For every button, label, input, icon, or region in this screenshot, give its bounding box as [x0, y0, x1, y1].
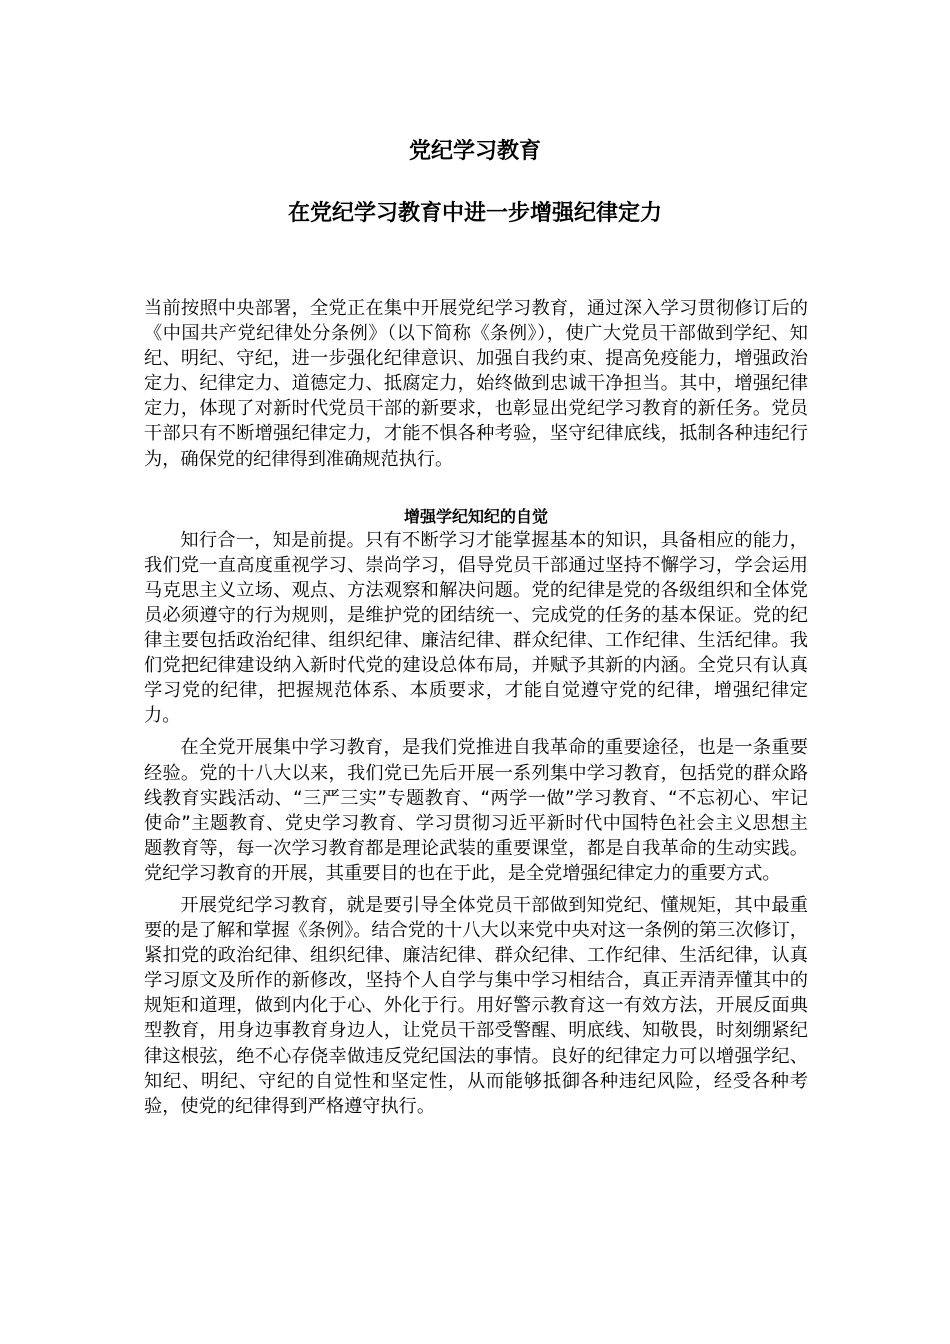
document-subtitle: 在党纪学习教育中进一步增强纪律定力 [287, 201, 662, 226]
document-body [144, 296, 808, 1119]
body-paragraph: 在全党开展集中学习教育，是我们党推进自我革命的重要途径，也是一条重要经验。党的十八大以来，我们党已先后开展一系列集中学习教育，包括党的群众路线教育实践活动、“三严三实”专题教育、“两学一做”学习教育、“不忘初心、牢记使命”主题教育、党史学习教育、学习贯彻习近平新时代中国特色社会主义思想主题教育等，每一次学习教育都是理论武装的重要课堂，都是自我革命的生动实践。党纪学习教育的开展，其重要目的也在于此，是全党增强纪律定力的重要方式。 [144, 737, 808, 884]
section-heading: 增强学纪知纪的自觉 [403, 506, 548, 526]
body-paragraph: 知行合一，知是前提。只有不断学习才能掌握基本的知识，具备相应的能力，我们党一直高度重视学习、崇尚学习，倡导党员干部通过坚持不懈学习，学会运用马克思主义立场、观点、方法观察和解决问题。党的纪律是党的各级组织和全体党员必须遵守的行为规则，是维护党的团结统一、完成党的任务的基本保证。党的纪律主要包括政治纪律、组织纪律、廉洁纪律、群众纪律、工作纪律、生活纪律。我们党把纪律建设纳入新时代党的建设总体布局，并赋予其新的内涵。全党只有认真学习党的纪律，把握规范体系、本质要求，才能自觉遵守党的纪律，增强纪律定力。 [144, 529, 808, 727]
body-paragraph: 开展党纪学习教育，就是要引导全体党员干部做到知党纪、懂规矩，其中最重要的是了解和掌握《条例》。结合党的十八大以来党中央对这一条例的第三次修订，紧扣党的政治纪律、组织纪律、廉洁纪律、群众纪律、工作纪律、生活纪律，认真学习原文及所作的新修改，坚持个人自学与集中学习相结合，真正弄清弄懂其中的规矩和道理，做到内化于心、外化于行。用好警示教育这一有效方法，开展反面典型教育，用身边事教育身边人，让党员干部受警醒、明底线、知敬畏，时刻绷紧纪律这根弦，绝不心存侥幸做违反党纪国法的事情。良好的纪律定力可以增强学纪、知纪、明纪、守纪的自觉性和坚定性，从而能够抵御各种违纪风险，经受各种考验，使党的纪律得到严格遵守执行。 [144, 894, 808, 1117]
document-title: 党纪学习教育 [408, 139, 541, 164]
intro-paragraph: 当前按照中央部署，全党正在集中开展党纪学习教育，通过深入学习贯彻修订后的《中国共产党纪律处分条例》（以下简称《条例》），使广大党员干部做到学纪、知纪、明纪、守纪，进一步强化纪律意识、加强自我约束、提高免疫能力，增强政治定力、纪律定力、道德定力、抵腐定力，始终做到忠诚干净担当。其中，增强纪律定力，体现了对新时代党员干部的新要求，也彰显出党纪学习教育的新任务。党员干部只有不断增强纪律定力，才能不惧各种考验，坚守纪律底线，抵制各种违纪行为，确保党的纪律得到准确规范执行。 [144, 298, 808, 470]
